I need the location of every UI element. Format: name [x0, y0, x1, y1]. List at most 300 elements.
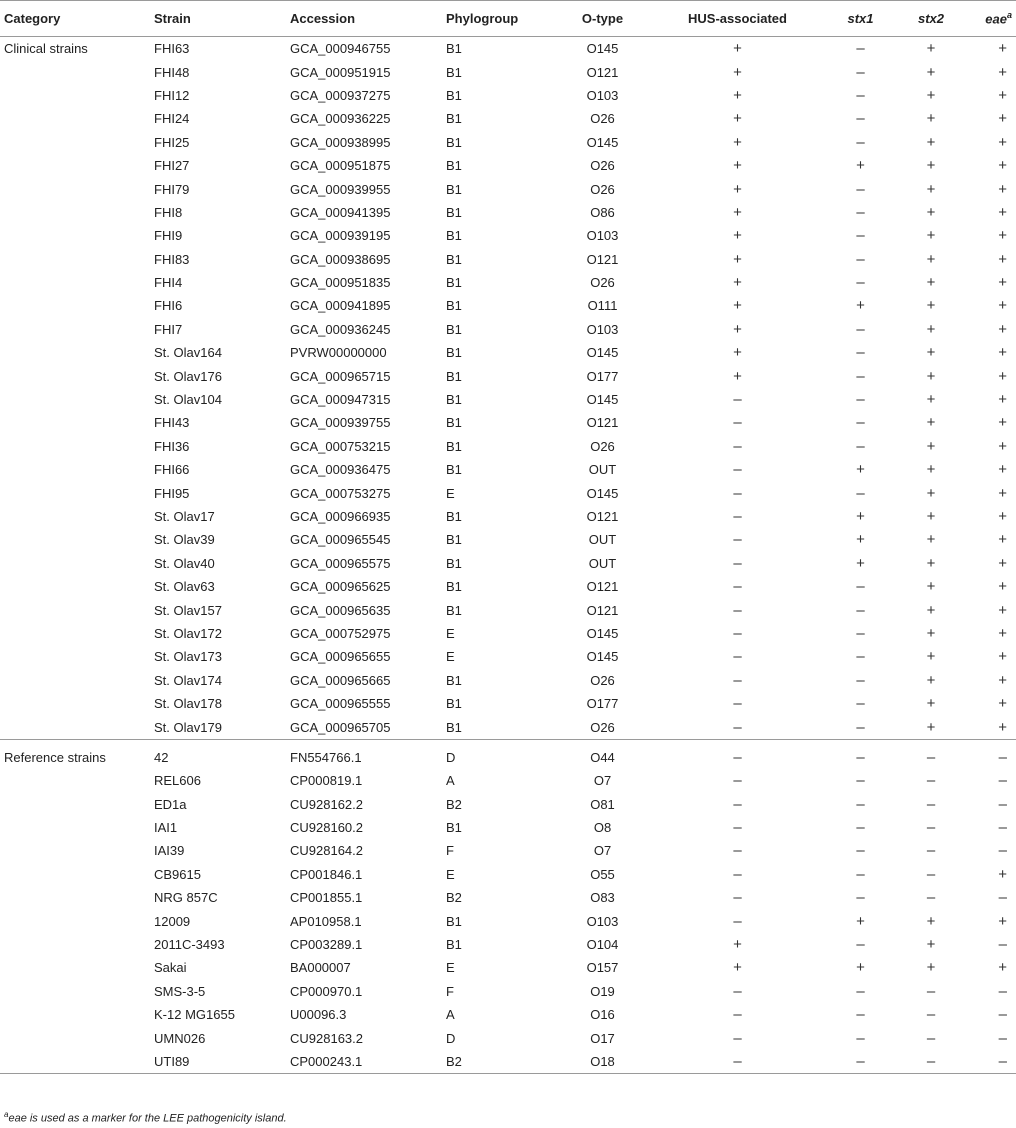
cell-phylogroup: B1 [446, 462, 462, 478]
cell-category: Reference strains [4, 749, 106, 765]
cell-stx2: + [926, 437, 936, 455]
cell-stx2: – [926, 795, 936, 813]
cell-hus: – [733, 842, 742, 860]
cell-phylogroup: E [446, 649, 455, 665]
cell-category [0, 177, 150, 200]
cell-category [0, 715, 150, 739]
cell-hus: + [733, 63, 742, 81]
cell-stx1: – [856, 40, 865, 58]
cell-strain: K-12 MG1655 [154, 1007, 235, 1023]
cell-accession: GCA_000965655 [290, 649, 391, 665]
cell-hus: – [733, 718, 742, 736]
cell-strain: St. Olav63 [154, 579, 215, 595]
cell-stx2: – [926, 889, 936, 907]
cell-stx2: + [926, 320, 936, 338]
cell-category [0, 575, 150, 598]
cell-stx2: + [926, 484, 936, 502]
cell-eae: + [998, 671, 1007, 689]
cell-category [0, 154, 150, 177]
cell-otype: O121 [586, 579, 619, 595]
cell-hus: – [733, 414, 742, 432]
table-row [0, 622, 1016, 645]
cell-phylogroup: E [446, 960, 455, 976]
cell-otype: O121 [586, 251, 619, 267]
cell-accession: GCA_000752975 [290, 625, 391, 641]
cell-otype: O19 [590, 983, 615, 999]
cell-accession: CU928160.2 [290, 820, 363, 836]
cell-hus: – [733, 624, 742, 642]
footnote-text: eae is used as a marker for the LEE pathogenicity island. [8, 1112, 287, 1125]
cell-strain: CB9615 [154, 866, 201, 882]
cell-strain: FHI83 [154, 251, 190, 267]
cell-stx2: + [926, 274, 936, 292]
header-eae [966, 1, 1016, 37]
cell-phylogroup: B1 [446, 134, 462, 150]
cell-eae: – [998, 842, 1007, 860]
cell-category [0, 1003, 150, 1026]
table-row [0, 411, 1016, 434]
table-row [0, 769, 1016, 792]
cell-eae: – [998, 982, 1007, 1000]
cell-stx2: + [926, 578, 936, 596]
cell-otype: O157 [586, 960, 619, 976]
cell-stx2: + [926, 695, 936, 713]
cell-accession: PVRW00000000 [290, 345, 387, 361]
table-row [0, 458, 1016, 481]
cell-stx1: – [825, 1050, 896, 1074]
cell-stx1: – [856, 86, 865, 104]
table-row [0, 793, 1016, 816]
cell-accession: GCA_000965545 [290, 532, 391, 548]
table-row [0, 715, 1016, 739]
cell-strain: ED1a [154, 796, 187, 812]
cell-strain: St. Olav176 [154, 368, 222, 384]
cell-otype: O103 [586, 913, 619, 929]
cell-strain: 12009 [154, 913, 191, 929]
cell-phylogroup: B1 [446, 672, 462, 688]
cell-strain: SMS-3-5 [154, 983, 206, 999]
cell-category [0, 505, 150, 528]
cell-phylogroup: B1 [446, 64, 462, 80]
cell-otype: O26 [590, 438, 615, 454]
cell-eae: + [998, 414, 1007, 432]
cell-strain: FHI48 [154, 64, 190, 80]
cell-category [0, 552, 150, 575]
cell-accession: GCA_000951915 [290, 64, 391, 80]
cell-hus: – [733, 391, 742, 409]
cell-accession: GCA_000937275 [290, 87, 391, 103]
cell-accession: CU928163.2 [290, 1030, 363, 1046]
cell-otype: O145 [586, 41, 619, 57]
cell-stx2: + [926, 86, 936, 104]
cell-otype: O44 [590, 749, 615, 765]
table-body [0, 37, 1016, 1074]
cell-phylogroup: B1 [446, 298, 462, 314]
cell-stx2: + [926, 531, 936, 549]
cell-strain: FHI63 [154, 41, 190, 57]
cell-strain: 2011C-3493 [154, 937, 225, 953]
cell-phylogroup: B1 [446, 345, 462, 361]
cell-category [0, 839, 150, 862]
cell-phylogroup: B1 [446, 204, 462, 220]
cell-hus: + [733, 320, 742, 338]
table-row [0, 746, 1016, 769]
cell-eae: + [998, 484, 1007, 502]
cell-phylogroup: A [446, 1007, 455, 1023]
cell-category [0, 364, 150, 387]
cell-hus: – [733, 437, 742, 455]
cell-stx1: – [856, 180, 865, 198]
table-row [0, 505, 1016, 528]
footnote-marker: a [4, 1110, 9, 1119]
cell-stx1: + [856, 531, 865, 549]
cell-otype: OUT [588, 462, 617, 478]
cell-eae: + [998, 912, 1007, 930]
header-row [0, 1, 1016, 37]
cell-phylogroup: A [446, 773, 455, 789]
cell-phylogroup: B1 [446, 532, 462, 548]
cell-phylogroup: B1 [446, 579, 462, 595]
header-stx2: stx2 [896, 1, 966, 37]
cell-accession: GCA_000939755 [290, 415, 391, 431]
table-row [0, 909, 1016, 932]
cell-eae: + [998, 648, 1007, 666]
cell-category [0, 863, 150, 886]
table-row [0, 435, 1016, 458]
cell-accession: GCA_000951875 [290, 158, 391, 174]
cell-otype: OUT [588, 532, 617, 548]
cell-hus: – [733, 695, 742, 713]
cell-hus: + [733, 367, 742, 385]
cell-category [0, 933, 150, 956]
cell-strain: St. Olav174 [154, 672, 222, 688]
cell-stx2: – [926, 982, 936, 1000]
cell-phylogroup: B2 [446, 796, 462, 812]
cell-accession: CP000819.1 [290, 773, 363, 789]
cell-phylogroup: E [446, 485, 455, 501]
cell-strain: St. Olav178 [154, 696, 222, 712]
cell-otype: O103 [586, 87, 619, 103]
cell-hus: + [733, 110, 742, 128]
cell-accession: GCA_000936225 [290, 111, 391, 127]
cell-hus: – [650, 1050, 825, 1074]
cell-eae: – [998, 1029, 1007, 1047]
table-row [0, 248, 1016, 271]
cell-category [0, 793, 150, 816]
cell-hus: – [733, 671, 742, 689]
table-row [0, 1026, 1016, 1049]
cell-eae: + [998, 624, 1007, 642]
cell-strain: St. Olav157 [154, 602, 222, 618]
cell-stx1: – [856, 936, 865, 954]
cell-eae: + [998, 320, 1007, 338]
cell-category [0, 84, 150, 107]
cell-accession: GCA_000965665 [290, 672, 391, 688]
cell-category: Clinical strains [4, 41, 88, 57]
cell-stx2: + [926, 554, 936, 572]
cell-otype: O26 [590, 158, 615, 174]
cell-phylogroup: B1 [446, 392, 462, 408]
table-row [0, 177, 1016, 200]
cell-hus: – [733, 1006, 742, 1024]
cell-accession: GCA_000947315 [290, 392, 391, 408]
cell-phylogroup: B1 [446, 820, 462, 836]
cell-otype: O26 [590, 111, 615, 127]
cell-stx1: – [856, 437, 865, 455]
cell-hus: – [733, 601, 742, 619]
cell-eae: + [998, 959, 1007, 977]
cell-category [0, 909, 150, 932]
cell-stx1: + [856, 461, 865, 479]
cell-eae: + [998, 367, 1007, 385]
cell-phylogroup: B2 [442, 1050, 555, 1074]
cell-stx2: + [926, 648, 936, 666]
cell-otype: O26 [590, 719, 615, 735]
header-eae-sup: a [1006, 10, 1012, 21]
table-row [0, 341, 1016, 364]
table-row [0, 1003, 1016, 1026]
table-row [0, 84, 1016, 107]
cell-otype: O145 [586, 345, 619, 361]
cell-category [0, 622, 150, 645]
cell-eae: – [998, 795, 1007, 813]
cell-accession: GCA_000946755 [290, 41, 391, 57]
cell-stx1: + [856, 508, 865, 525]
table-row [0, 692, 1016, 715]
cell-category [0, 669, 150, 692]
table-row [0, 886, 1016, 909]
cell-phylogroup: D [446, 749, 456, 765]
cell-strain: FHI4 [154, 275, 183, 291]
cell-otype: O103 [586, 228, 619, 244]
cell-accession: GCA_000941895 [290, 298, 391, 314]
cell-strain: Sakai [154, 960, 187, 976]
cell-otype: O177 [586, 368, 619, 384]
cell-hus: + [733, 86, 742, 104]
cell-otype: O104 [586, 937, 619, 953]
cell-stx2: + [926, 671, 936, 689]
cell-accession: FN554766.1 [290, 749, 362, 765]
cell-eae: + [998, 250, 1007, 268]
cell-otype: O145 [586, 134, 619, 150]
cell-eae: + [998, 63, 1007, 81]
cell-hus: + [733, 157, 742, 175]
cell-strain: REL606 [154, 773, 201, 789]
cell-accession: GCA_000965705 [290, 719, 391, 735]
cell-category [0, 598, 150, 621]
cell-accession: GCA_000965625 [290, 579, 391, 595]
table-row [0, 60, 1016, 83]
cell-accession: GCA_000951835 [290, 275, 391, 291]
cell-stx1: – [856, 648, 865, 666]
cell-stx2: + [926, 110, 936, 128]
cell-stx1: – [856, 578, 865, 596]
cell-stx1: – [856, 865, 865, 883]
cell-otype: O8 [593, 820, 612, 836]
cell-phylogroup: B1 [446, 228, 462, 244]
header-hus: HUS-associated [650, 1, 825, 37]
cell-accession: CU928164.2 [290, 843, 363, 859]
cell-phylogroup: B1 [446, 719, 462, 735]
cell-accession: GCA_000966935 [290, 509, 391, 524]
cell-stx1: + [856, 157, 865, 175]
cell-stx1: – [856, 795, 865, 813]
cell-category [0, 107, 150, 130]
cell-otype: O145 [586, 649, 619, 665]
cell-category [0, 886, 150, 909]
cell-strain: FHI43 [154, 415, 190, 431]
cell-otype: O103 [586, 321, 619, 337]
cell-phylogroup: D [446, 1030, 456, 1046]
cell-hus: – [733, 508, 742, 525]
cell-accession: GCA_000936245 [290, 321, 391, 337]
cell-otype: O26 [590, 672, 615, 688]
cell-accession: AP010958.1 [290, 913, 362, 929]
table-row [0, 1050, 1016, 1074]
cell-accession: GCA_000753275 [290, 485, 391, 501]
header-otype: O-type [555, 1, 650, 37]
cell-stx2: – [896, 1050, 966, 1074]
cell-eae: + [998, 601, 1007, 619]
cell-eae: + [998, 437, 1007, 455]
table-row [0, 933, 1016, 956]
cell-hus: – [733, 889, 742, 907]
cell-stx1: + [856, 554, 865, 572]
cell-accession: GCA_000753215 [290, 438, 391, 454]
cell-accession: GCA_000939955 [290, 181, 391, 197]
cell-category [0, 411, 150, 434]
cell-stx2: + [926, 414, 936, 432]
cell-stx2: – [926, 842, 936, 860]
table-row [0, 318, 1016, 341]
cell-eae: + [998, 531, 1007, 549]
cell-phylogroup: B2 [446, 890, 462, 906]
table-row [0, 364, 1016, 387]
cell-stx2: + [926, 718, 936, 736]
cell-hus: + [733, 297, 742, 315]
cell-eae: + [998, 508, 1007, 525]
cell-otype: O18 [555, 1050, 650, 1074]
cell-hus: + [733, 936, 742, 954]
cell-eae: + [998, 180, 1007, 198]
table-row [0, 956, 1016, 979]
cell-hus: + [733, 133, 742, 151]
cell-eae: – [998, 1006, 1007, 1024]
cell-accession: GCA_000965555 [290, 696, 391, 712]
cell-eae: + [998, 133, 1007, 151]
cell-strain: FHI8 [154, 204, 183, 220]
cell-otype: O121 [586, 64, 619, 80]
cell-otype: OUT [588, 555, 617, 571]
cell-stx1: + [856, 912, 865, 930]
table-row [0, 669, 1016, 692]
cell-strain: FHI6 [154, 298, 183, 314]
cell-hus: + [733, 344, 742, 362]
cell-stx2: + [926, 250, 936, 268]
cell-accession: GCA_000965575 [290, 555, 391, 571]
cell-hus: – [733, 1029, 742, 1047]
cell-hus: + [733, 274, 742, 292]
cell-stx2: – [926, 772, 936, 790]
cell-accession: GCA_000936475 [290, 462, 391, 478]
cell-hus: + [733, 227, 742, 245]
cell-stx1: – [856, 624, 865, 642]
cell-stx1: – [856, 601, 865, 619]
table-row [0, 107, 1016, 130]
cell-eae: + [998, 344, 1007, 362]
cell-strain: 42 [154, 749, 169, 765]
cell-eae: + [998, 461, 1007, 479]
cell-stx1: – [856, 203, 865, 221]
cell-accession: GCA_000938695 [290, 251, 391, 267]
table-row [0, 201, 1016, 224]
cell-stx1: – [856, 227, 865, 245]
cell-category [0, 294, 150, 317]
cell-accession: CP001846.1 [290, 866, 363, 882]
cell-stx1: – [856, 484, 865, 502]
table-row [0, 645, 1016, 668]
cell-stx1: – [856, 772, 865, 790]
cell-stx2: + [926, 297, 936, 315]
cell-stx1: – [856, 718, 865, 736]
cell-phylogroup: B1 [446, 275, 462, 291]
cell-category [0, 271, 150, 294]
cell-hus: – [733, 982, 742, 1000]
cell-stx1: – [856, 391, 865, 409]
cell-strain: UMN026 [154, 1030, 206, 1046]
cell-otype: O121 [586, 415, 619, 431]
cell-category [0, 224, 150, 247]
cell-stx1: – [856, 274, 865, 292]
cell-phylogroup: B1 [446, 368, 462, 384]
cell-phylogroup: B1 [446, 415, 462, 431]
cell-strain: FHI27 [154, 158, 190, 174]
cell-stx1: – [856, 819, 865, 837]
cell-stx2: + [926, 180, 936, 198]
header-eae-label: eae [985, 11, 1007, 27]
cell-stx1: + [856, 297, 865, 315]
cell-hus: – [733, 531, 742, 549]
cell-stx1: – [856, 133, 865, 151]
cell-stx1: – [856, 344, 865, 362]
cell-strain: St. Olav179 [154, 719, 222, 735]
table-row [0, 37, 1016, 61]
cell-strain: FHI36 [154, 438, 190, 454]
cell-accession: GCA_000938995 [290, 134, 391, 150]
cell-phylogroup: F [446, 983, 454, 999]
cell-stx2: – [926, 748, 936, 766]
cell-stx1: – [856, 250, 865, 268]
cell-eae: + [998, 86, 1007, 104]
cell-category [0, 435, 150, 458]
cell-strain: UTI89 [150, 1050, 286, 1074]
cell-strain: St. Olav104 [154, 392, 222, 408]
cell-otype: O7 [593, 773, 612, 789]
cell-eae: – [998, 936, 1007, 954]
cell-phylogroup: E [446, 625, 455, 641]
table-row [0, 131, 1016, 154]
cell-category [0, 528, 150, 551]
table-row [0, 839, 1016, 862]
cell-phylogroup: B1 [446, 87, 462, 103]
cell-eae: + [998, 40, 1007, 58]
table-row [0, 388, 1016, 411]
cell-category [0, 131, 150, 154]
cell-strain: St. Olav17 [154, 509, 215, 524]
cell-category [0, 481, 150, 504]
cell-stx1: + [856, 959, 865, 977]
cell-otype: O17 [590, 1030, 615, 1046]
